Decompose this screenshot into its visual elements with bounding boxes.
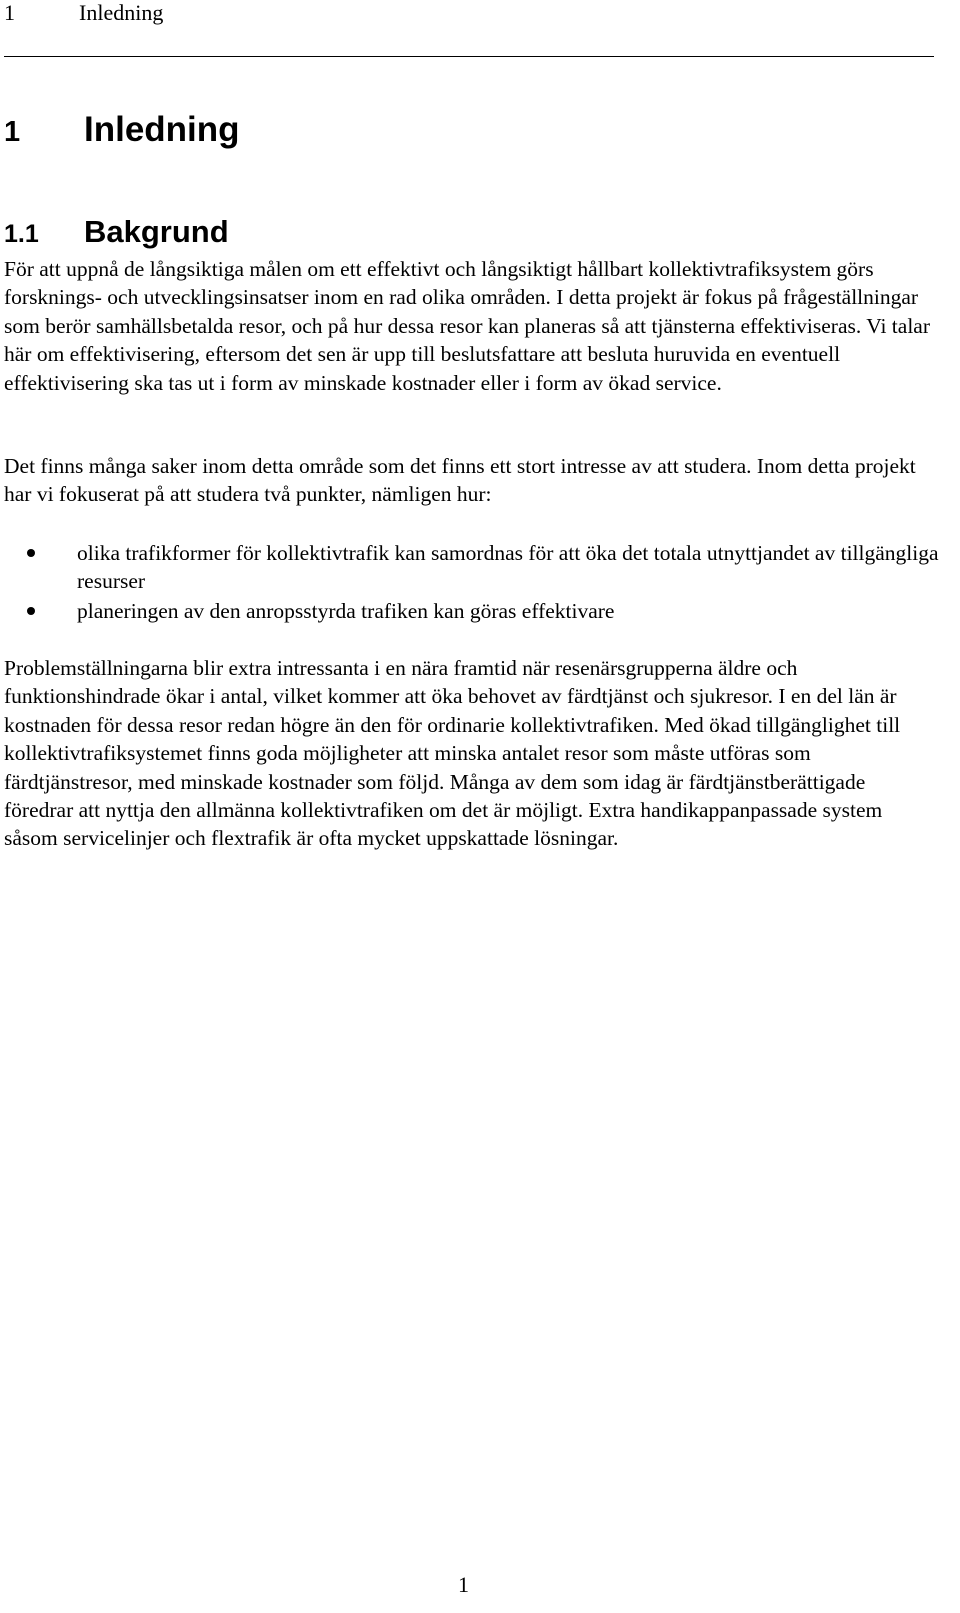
bullet-list bbox=[4, 539, 939, 626]
chapter-heading bbox=[4, 108, 240, 154]
chapter-heading-number: 1 bbox=[4, 116, 21, 148]
chapter-heading-title: Inledning bbox=[84, 110, 240, 149]
list-item bbox=[4, 597, 939, 625]
paragraph: Problemställningarna blir extra intressanta i en nära framtid när resenärsgrupperna äldre och funktionshindrade ökar i antal, vilket kommer att öka behovet av färdtjänst och sjukresor. I en del län är kostnaden för dessa resor redan högre än den för ordinarie kollektivtrafiken. Med ökad tillgänglighet till kollektivtrafiksystemet finns goda möjligheter att minska antalet resor som måste utföras som färdtjänstresor, med minskade kostnader som följd. Många av dem som idag är färdtjänstberättigade föredrar att nyttja den allmänna kollektivtrafiken om det är möjligt. Extra handikappanpassade system såsom servicelinjer och flextrafik är ofta mycket uppskattade lösningar. bbox=[4, 656, 901, 851]
list-item-text: olika trafikformer för kollektivtrafik kan samordnas för att öka det totala utnyttjandet av tillgängliga resurser bbox=[77, 541, 939, 594]
header-chapter-title: Inledning bbox=[79, 0, 164, 25]
paragraph: Det finns många saker inom detta område som det finns ett stort intresse av att studera. Inom detta projekt har vi fokuserat på att studera två punkter, nämligen hur: bbox=[4, 454, 916, 507]
header-chapter-number: 1 bbox=[4, 0, 15, 25]
section-heading-number: 1.1 bbox=[4, 220, 39, 248]
page-number: 1 bbox=[458, 1572, 469, 1597]
list-item bbox=[4, 539, 939, 596]
paragraph: För att uppnå de långsiktiga målen om ett effektivt och långsiktigt hållbart kollektivtrafiksystem görs forsknings- och utvecklingsinsatser inom en rad olika områden. I detta projekt är fokus på frågeställningar som berör samhällsbetalda resor, och på hur dessa resor kan planeras så att tjänsterna effektiviseras. Vi talar här om effektivisering, eftersom det sen är upp till beslutsfattare att besluta huruvida en eventuell effektivisering ska tas ut i form av minskade kostnader eller i form av ökad service. bbox=[4, 257, 931, 395]
list-item-text: planeringen av den anropsstyrda trafiken kan göras effektivare bbox=[77, 598, 615, 623]
section-heading bbox=[4, 213, 229, 253]
bullet-icon bbox=[27, 549, 35, 557]
running-header bbox=[4, 0, 934, 57]
bullet-icon bbox=[27, 607, 35, 615]
section-heading-title: Bakgrund bbox=[84, 214, 229, 249]
